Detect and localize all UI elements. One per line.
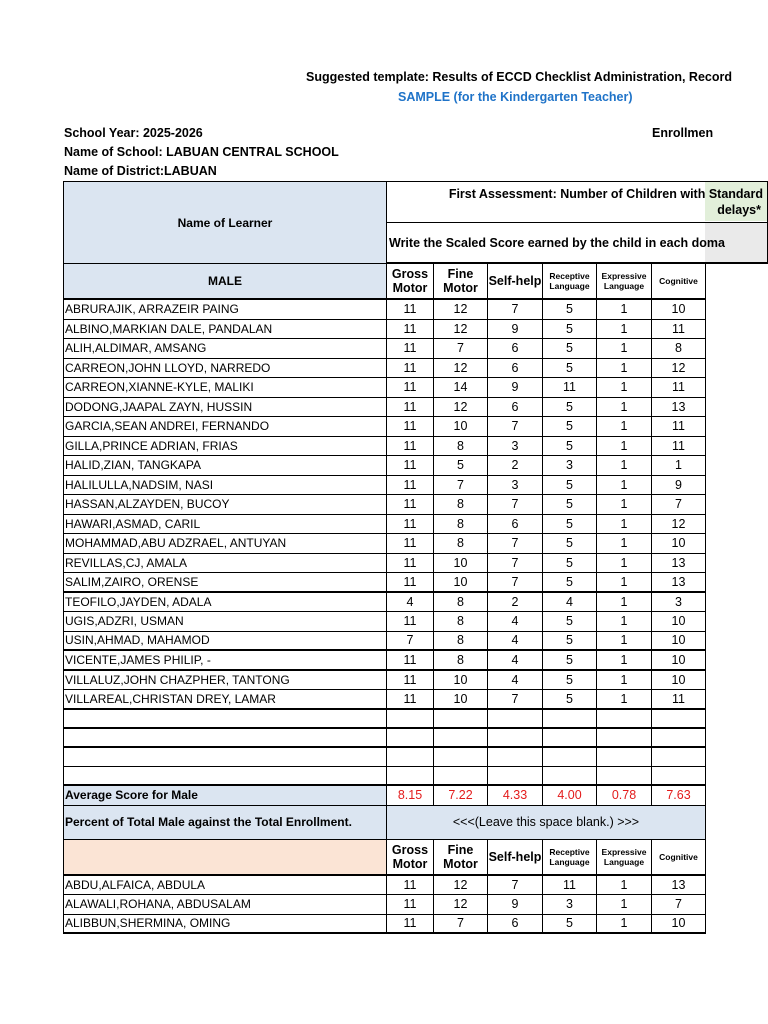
self-help-score: 7 <box>488 534 543 554</box>
expressive-language-score: 1 <box>597 915 652 935</box>
district-name: Name of District:LABUAN <box>64 164 217 178</box>
learner-name: CARREON,XIANNE-KYLE, MALIKI <box>63 378 387 398</box>
self-help-score: 2 <box>488 456 543 476</box>
learner-row <box>63 690 768 710</box>
blank-row <box>63 710 768 729</box>
receptive-language-score: 4 <box>543 593 597 613</box>
learner-row <box>63 671 768 691</box>
percent-note: <<<(Leave this space blank.) >>> <box>387 806 706 840</box>
expressive-language-score: 1 <box>597 437 652 457</box>
learner-name: MOHAMMAD,ABU ADZRAEL, ANTUYAN <box>63 534 387 554</box>
self-help-score: 9 <box>488 320 543 340</box>
gross-motor-score: 11 <box>387 300 434 320</box>
gross-motor-score: 11 <box>387 515 434 535</box>
learner-name: VILLAREAL,CHRISTAN DREY, LAMAR <box>63 690 387 710</box>
male-label: MALE <box>63 264 387 300</box>
receptive-language-score: 3 <box>543 456 597 476</box>
cognitive-score: 1 <box>652 456 706 476</box>
cognitive-score: 10 <box>652 651 706 671</box>
learner-row <box>63 915 768 935</box>
learner-row <box>63 417 768 437</box>
expressive-language-header: Expressive Language <box>597 264 652 300</box>
learner-name: GILLA,PRINCE ADRIAN, FRIAS <box>63 437 387 457</box>
self-help-score: 7 <box>488 876 543 896</box>
cognitive-score: 11 <box>652 320 706 340</box>
fine-motor-score: 8 <box>434 632 488 652</box>
blank-row <box>63 767 768 786</box>
fine-motor-score: 12 <box>434 320 488 340</box>
learner-name: HAWARI,ASMAD, CARIL <box>63 515 387 535</box>
average-row <box>63 786 768 806</box>
blank-self-help-cell[interactable] <box>488 748 543 767</box>
blank-row <box>63 748 768 767</box>
gross-motor-score: 11 <box>387 417 434 437</box>
blank-expressive-language-cell[interactable] <box>597 729 652 748</box>
blank-fine-motor-cell[interactable] <box>434 767 488 786</box>
gross-motor-score: 11 <box>387 495 434 515</box>
blank-expressive-language-cell[interactable] <box>597 710 652 729</box>
blank-self-help-cell[interactable] <box>488 767 543 786</box>
receptive-language-score: 5 <box>543 495 597 515</box>
cognitive-score: 3 <box>652 593 706 613</box>
receptive-language-score: 11 <box>543 876 597 896</box>
self-help-score: 7 <box>488 417 543 437</box>
fine-motor-header: Fine Motor <box>434 840 488 876</box>
self-help-score: 7 <box>488 554 543 574</box>
average-fine-motor: 7.22 <box>434 786 488 806</box>
blank-self-help-cell[interactable] <box>488 729 543 748</box>
gross-motor-score: 11 <box>387 534 434 554</box>
fine-motor-score: 8 <box>434 437 488 457</box>
receptive-language-score: 3 <box>543 895 597 915</box>
cognitive-score: 13 <box>652 398 706 418</box>
percent-label: Percent of Total Male against the Total Enrollment. <box>63 806 387 840</box>
cognitive-score: 8 <box>652 339 706 359</box>
fine-motor-score: 10 <box>434 671 488 691</box>
cognitive-score: 13 <box>652 573 706 593</box>
learner-row <box>63 895 768 915</box>
blank-expressive-language-cell[interactable] <box>597 748 652 767</box>
learner-row <box>63 495 768 515</box>
expressive-language-score: 1 <box>597 320 652 340</box>
learner-row <box>63 876 768 896</box>
learner-row <box>63 398 768 418</box>
gross-motor-score: 11 <box>387 573 434 593</box>
self-help-score: 4 <box>488 651 543 671</box>
enrollment-label: Enrollmen <box>652 126 714 140</box>
first-assessment-line1: First Assessment: Number of Children with Standard <box>448 187 763 201</box>
average-cognitive: 7.63 <box>652 786 706 806</box>
receptive-language-score: 5 <box>543 359 597 379</box>
expressive-language-score: 1 <box>597 690 652 710</box>
learner-row <box>63 515 768 535</box>
receptive-language-header: Receptive Language <box>543 840 597 876</box>
fine-motor-score: 12 <box>434 398 488 418</box>
receptive-language-score: 5 <box>543 437 597 457</box>
learner-name: UGIS,ADZRI, USMAN <box>63 612 387 632</box>
self-help-score: 6 <box>488 339 543 359</box>
expressive-language-score: 1 <box>597 359 652 379</box>
school-name: Name of School: LABUAN CENTRAL SCHOOL <box>64 145 339 159</box>
learner-row <box>63 437 768 457</box>
self-help-header: Self-help <box>488 840 543 876</box>
average-receptive: 4.00 <box>543 786 597 806</box>
female-rows <box>63 876 768 935</box>
blank-receptive-language-cell[interactable] <box>543 729 597 748</box>
learner-name: SALIM,ZAIRO, ORENSE <box>63 573 387 593</box>
expressive-language-score: 1 <box>597 456 652 476</box>
blank-gross-motor-cell[interactable] <box>387 710 434 729</box>
blank-row <box>63 729 768 748</box>
fine-motor-score: 8 <box>434 651 488 671</box>
fine-motor-score: 8 <box>434 612 488 632</box>
expressive-language-score: 1 <box>597 339 652 359</box>
receptive-language-score: 5 <box>543 534 597 554</box>
gross-motor-score: 11 <box>387 651 434 671</box>
blank-name-cell[interactable] <box>63 748 387 767</box>
learner-name: ALBINO,MARKIAN DALE, PANDALAN <box>63 320 387 340</box>
gross-motor-score: 11 <box>387 554 434 574</box>
blank-cognitive-cell[interactable] <box>652 767 706 786</box>
gross-motor-score: 11 <box>387 612 434 632</box>
fine-motor-score: 7 <box>434 339 488 359</box>
fine-motor-score: 10 <box>434 573 488 593</box>
self-help-score: 9 <box>488 895 543 915</box>
fine-motor-score: 12 <box>434 895 488 915</box>
receptive-language-score: 5 <box>543 476 597 496</box>
gross-motor-header: Gross Motor <box>387 264 434 300</box>
receptive-language-score: 5 <box>543 320 597 340</box>
cognitive-score: 12 <box>652 515 706 535</box>
average-label: Average Score for Male <box>63 786 387 806</box>
receptive-language-score: 5 <box>543 300 597 320</box>
gross-motor-score: 11 <box>387 876 434 896</box>
expressive-language-score: 1 <box>597 476 652 496</box>
learner-name: GARCIA,SEAN ANDREI, FERNANDO <box>63 417 387 437</box>
name-of-learner-header: Name of Learner <box>63 182 387 264</box>
self-help-score: 4 <box>488 632 543 652</box>
learner-row <box>63 554 768 574</box>
learner-name: CARREON,JOHN LLOYD, NARREDO <box>63 359 387 379</box>
blank-self-help-cell[interactable] <box>488 710 543 729</box>
blank-name-cell[interactable] <box>63 710 387 729</box>
learner-name: VICENTE,JAMES PHILIP, - <box>63 651 387 671</box>
learner-name: TEOFILO,JAYDEN, ADALA <box>63 593 387 613</box>
self-help-score: 2 <box>488 593 543 613</box>
percent-row <box>63 806 768 840</box>
gross-motor-score: 11 <box>387 895 434 915</box>
male-domain-header-row <box>63 264 768 300</box>
learner-row <box>63 534 768 554</box>
gross-motor-score: 11 <box>387 456 434 476</box>
blank-receptive-language-cell[interactable] <box>543 710 597 729</box>
average-expressive: 0.78 <box>597 786 652 806</box>
self-help-header: Self-help <box>488 264 543 300</box>
learner-row <box>63 456 768 476</box>
fine-motor-score: 12 <box>434 359 488 379</box>
cognitive-score: 13 <box>652 554 706 574</box>
cognitive-score: 7 <box>652 495 706 515</box>
fine-motor-score: 5 <box>434 456 488 476</box>
expressive-language-header: Expressive Language <box>597 840 652 876</box>
self-help-score: 6 <box>488 398 543 418</box>
receptive-language-score: 5 <box>543 612 597 632</box>
learner-row <box>63 300 768 320</box>
blank-cognitive-cell[interactable] <box>652 710 706 729</box>
receptive-language-header: Receptive Language <box>543 264 597 300</box>
expressive-language-score: 1 <box>597 573 652 593</box>
fine-motor-score: 8 <box>434 515 488 535</box>
fine-motor-score: 10 <box>434 690 488 710</box>
self-help-score: 3 <box>488 476 543 496</box>
fine-motor-score: 10 <box>434 417 488 437</box>
learner-name: ABDU,ALFAICA, ABDULA <box>63 876 387 896</box>
blank-gross-motor-cell[interactable] <box>387 748 434 767</box>
blank-rows <box>63 710 768 786</box>
fine-motor-score: 12 <box>434 300 488 320</box>
female-domain-header-row <box>63 840 768 876</box>
receptive-language-score: 11 <box>543 378 597 398</box>
receptive-language-score: 5 <box>543 632 597 652</box>
self-help-score: 7 <box>488 573 543 593</box>
self-help-score: 7 <box>488 495 543 515</box>
cognitive-score: 13 <box>652 876 706 896</box>
fine-motor-score: 14 <box>434 378 488 398</box>
cognitive-score: 11 <box>652 378 706 398</box>
self-help-score: 6 <box>488 359 543 379</box>
expressive-language-score: 1 <box>597 554 652 574</box>
gross-motor-score: 11 <box>387 671 434 691</box>
blank-cognitive-cell[interactable] <box>652 748 706 767</box>
average-self-help: 4.33 <box>488 786 543 806</box>
receptive-language-score: 5 <box>543 398 597 418</box>
receptive-language-score: 5 <box>543 515 597 535</box>
cognitive-score: 12 <box>652 359 706 379</box>
receptive-language-score: 5 <box>543 671 597 691</box>
learner-name: VILLALUZ,JOHN CHAZPHER, TANTONG <box>63 671 387 691</box>
learner-name: ALIH,ALDIMAR, AMSANG <box>63 339 387 359</box>
cognitive-header: Cognitive <box>652 840 706 876</box>
expressive-language-score: 1 <box>597 895 652 915</box>
gross-motor-score: 7 <box>387 632 434 652</box>
blank-fine-motor-cell[interactable] <box>434 729 488 748</box>
learner-name: ABRURAJIK, ARRAZEIR PAING <box>63 300 387 320</box>
expressive-language-score: 1 <box>597 671 652 691</box>
blank-gross-motor-cell[interactable] <box>387 729 434 748</box>
gross-motor-score: 11 <box>387 359 434 379</box>
expressive-language-score: 1 <box>597 417 652 437</box>
receptive-language-score: 5 <box>543 554 597 574</box>
self-help-score: 4 <box>488 671 543 691</box>
receptive-language-score: 5 <box>543 690 597 710</box>
cognitive-score: 10 <box>652 671 706 691</box>
learner-row <box>63 612 768 632</box>
gross-motor-score: 11 <box>387 398 434 418</box>
fine-motor-header: Fine Motor <box>434 264 488 300</box>
results-sheet <box>63 181 768 934</box>
learner-name: HASSAN,ALZAYDEN, BUCOY <box>63 495 387 515</box>
receptive-language-score: 5 <box>543 339 597 359</box>
cognitive-score: 10 <box>652 632 706 652</box>
blank-expressive-language-cell[interactable] <box>597 767 652 786</box>
blank-receptive-language-cell[interactable] <box>543 748 597 767</box>
learner-name: REVILLAS,CJ, AMALA <box>63 554 387 574</box>
cognitive-score: 11 <box>652 437 706 457</box>
expressive-language-score: 1 <box>597 378 652 398</box>
cognitive-score: 10 <box>652 612 706 632</box>
gross-motor-score: 11 <box>387 476 434 496</box>
learner-name: USIN,AHMAD, MAHAMOD <box>63 632 387 652</box>
learner-row <box>63 359 768 379</box>
expressive-language-score: 1 <box>597 495 652 515</box>
blank-cognitive-cell[interactable] <box>652 729 706 748</box>
self-help-score: 3 <box>488 437 543 457</box>
self-help-score: 7 <box>488 300 543 320</box>
self-help-score: 6 <box>488 915 543 935</box>
self-help-score: 4 <box>488 612 543 632</box>
expressive-language-score: 1 <box>597 876 652 896</box>
fine-motor-score: 8 <box>434 593 488 613</box>
blank-gross-motor-cell[interactable] <box>387 767 434 786</box>
cognitive-score: 11 <box>652 417 706 437</box>
gross-motor-score: 11 <box>387 690 434 710</box>
receptive-language-score: 5 <box>543 915 597 935</box>
document-subtitle: SAMPLE (for the Kindergarten Teacher) <box>398 90 633 104</box>
gross-motor-score: 11 <box>387 339 434 359</box>
blank-receptive-language-cell[interactable] <box>543 767 597 786</box>
receptive-language-score: 5 <box>543 651 597 671</box>
learner-row <box>63 593 768 613</box>
blank-fine-motor-cell[interactable] <box>434 710 488 729</box>
learner-name: HALID,ZIAN, TANGKAPA <box>63 456 387 476</box>
learner-row <box>63 632 768 652</box>
first-assessment-header <box>387 182 768 223</box>
learner-row <box>63 651 768 671</box>
gross-motor-score: 11 <box>387 915 434 935</box>
expressive-language-score: 1 <box>597 534 652 554</box>
learner-name: DODONG,JAAPAL ZAYN, HUSSIN <box>63 398 387 418</box>
cognitive-header: Cognitive <box>652 264 706 300</box>
self-help-score: 6 <box>488 515 543 535</box>
gross-motor-header: Gross Motor <box>387 840 434 876</box>
fine-motor-score: 8 <box>434 534 488 554</box>
blank-name-cell[interactable] <box>63 729 387 748</box>
learner-name: ALIBBUN,SHERMINA, OMING <box>63 915 387 935</box>
blank-name-cell[interactable] <box>63 767 387 786</box>
gross-motor-score: 4 <box>387 593 434 613</box>
learner-row <box>63 339 768 359</box>
learner-name: ALAWALI,ROHANA, ABDUSALAM <box>63 895 387 915</box>
fine-motor-score: 8 <box>434 495 488 515</box>
fine-motor-score: 10 <box>434 554 488 574</box>
receptive-language-score: 5 <box>543 573 597 593</box>
cognitive-score: 10 <box>652 915 706 935</box>
blank-fine-motor-cell[interactable] <box>434 748 488 767</box>
male-rows <box>63 300 768 710</box>
fine-motor-score: 7 <box>434 476 488 496</box>
learner-name: HALILULLA,NADSIM, NASI <box>63 476 387 496</box>
gross-motor-score: 11 <box>387 378 434 398</box>
cognitive-score: 10 <box>652 300 706 320</box>
gross-motor-score: 11 <box>387 320 434 340</box>
self-help-score: 7 <box>488 690 543 710</box>
expressive-language-score: 1 <box>597 300 652 320</box>
learner-row <box>63 476 768 496</box>
first-assessment-line2: delays* <box>717 203 761 217</box>
expressive-language-score: 1 <box>597 651 652 671</box>
expressive-language-score: 1 <box>597 632 652 652</box>
self-help-score: 9 <box>488 378 543 398</box>
cognitive-score: 7 <box>652 895 706 915</box>
document-title: Suggested template: Results of ECCD Checklist Administration, Record <box>306 70 732 84</box>
learner-row <box>63 320 768 340</box>
fine-motor-score: 12 <box>434 876 488 896</box>
expressive-language-score: 1 <box>597 593 652 613</box>
instruction-header: Write the Scaled Score earned by the child in each doma <box>387 223 768 264</box>
cognitive-score: 9 <box>652 476 706 496</box>
gross-motor-score: 11 <box>387 437 434 457</box>
expressive-language-score: 1 <box>597 612 652 632</box>
learner-row <box>63 573 768 593</box>
cognitive-score: 11 <box>652 690 706 710</box>
average-gross-motor: 8.15 <box>387 786 434 806</box>
school-year: School Year: 2025-2026 <box>64 126 203 140</box>
female-label <box>63 840 387 876</box>
receptive-language-score: 5 <box>543 417 597 437</box>
expressive-language-score: 1 <box>597 515 652 535</box>
cognitive-score: 10 <box>652 534 706 554</box>
fine-motor-score: 7 <box>434 915 488 935</box>
learner-row <box>63 378 768 398</box>
expressive-language-score: 1 <box>597 398 652 418</box>
